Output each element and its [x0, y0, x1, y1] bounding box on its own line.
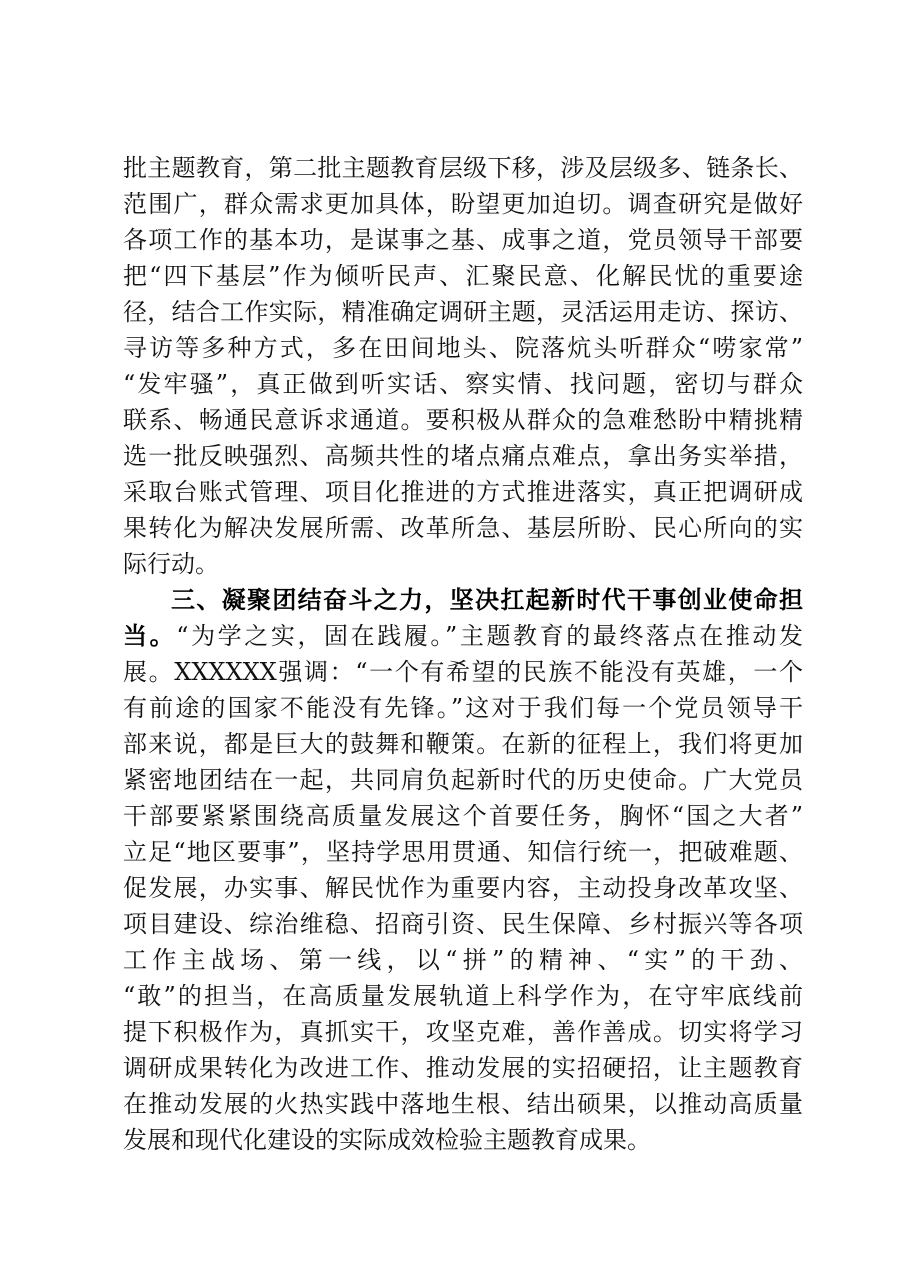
text-line: 各项工作的基本功，是谋事之基、成事之道，党员领导干部要 [123, 226, 803, 254]
text-line: 项目建设、综治维稳、招商引资、民生保障、乡村振兴等各项 [123, 910, 803, 938]
section-heading-end: 当。 [123, 621, 177, 650]
text-line: 径，结合工作实际，精准确定调研主题，灵活运用走访、探访、 [123, 298, 803, 326]
text-line: 展。XXXXXX强调：“一个有希望的民族不能没有英雄，一个 [123, 658, 803, 686]
text-line: 果转化为解决发展所需、改革所急、基层所盼、民心所向的实 [123, 514, 803, 542]
text-line: 促发展，办实事、解民忧作为重要内容，主动投身改革攻坚、 [123, 874, 803, 902]
text-line [123, 616, 803, 656]
text-line: 紧密地团结在一起，共同肩负起新时代的历史使命。广大党员 [123, 766, 803, 794]
text-line: “发牢骚”，真正做到听实话、察实情、找问题，密切与群众 [123, 370, 803, 398]
text-line: 际行动。 [123, 550, 219, 578]
text-line: 选一批反映强烈、高频共性的堵点痛点难点，拿出务实举措， [123, 442, 803, 470]
text-line: 立足“地区要事”，坚持学思用贯通、知信行统一，把破难题、 [123, 838, 803, 866]
text-line: 提下积极作为，真抓实干，攻坚克难，善作善成。切实将学习 [123, 1018, 803, 1046]
text-line: 在推动发展的火热实践中落地生根、结出硕果，以推动高质量 [123, 1090, 803, 1118]
text-line: 发展和现代化建设的实际成效检验主题教育成果。 [123, 1126, 651, 1154]
text-line: 调研成果转化为改进工作、推动发展的实招硬招，让主题教育 [123, 1054, 803, 1082]
text-line: 寻访等多种方式，多在田间地头、院落炕头听群众“唠家常” [123, 334, 803, 362]
quote-text: “为学之实，固在践履。”主题教育的最终落点在推动发 [176, 622, 804, 650]
text-line: 部来说，都是巨大的鼓舞和鞭策。在新的征程上，我们将更加 [123, 730, 803, 758]
text-line: 联系、畅通民意诉求通道。要积极从群众的急难愁盼中精挑精 [123, 406, 803, 434]
text-line: 有前途的国家不能没有先锋。”这对于我们每一个党员领导干 [123, 694, 803, 722]
text-line: 干部要紧紧围绕高质量发展这个首要任务，胸怀“国之大者” [123, 802, 803, 830]
text-line: “敢”的担当，在高质量发展轨道上科学作为，在守牢底线前 [123, 982, 803, 1010]
text-line: 工作主战场、第一线，以“拼”的精神、“实”的干劲、 [123, 946, 803, 974]
text-line: 采取台账式管理、项目化推进的方式推进落实，真正把调研成 [123, 478, 803, 506]
text-line: 批主题教育，第二批主题教育层级下移，涉及层级多、链条长、 [123, 154, 803, 182]
section-heading: 三、凝聚团结奋斗之力，坚决扛起新时代干事创业使命担 [171, 585, 803, 614]
text-line: 范围广，群众需求更加具体，盼望更加迫切。调查研究是做好 [123, 190, 803, 218]
text-line: 把“四下基层”作为倾听民声、汇聚民意、化解民忧的重要途 [123, 262, 803, 290]
